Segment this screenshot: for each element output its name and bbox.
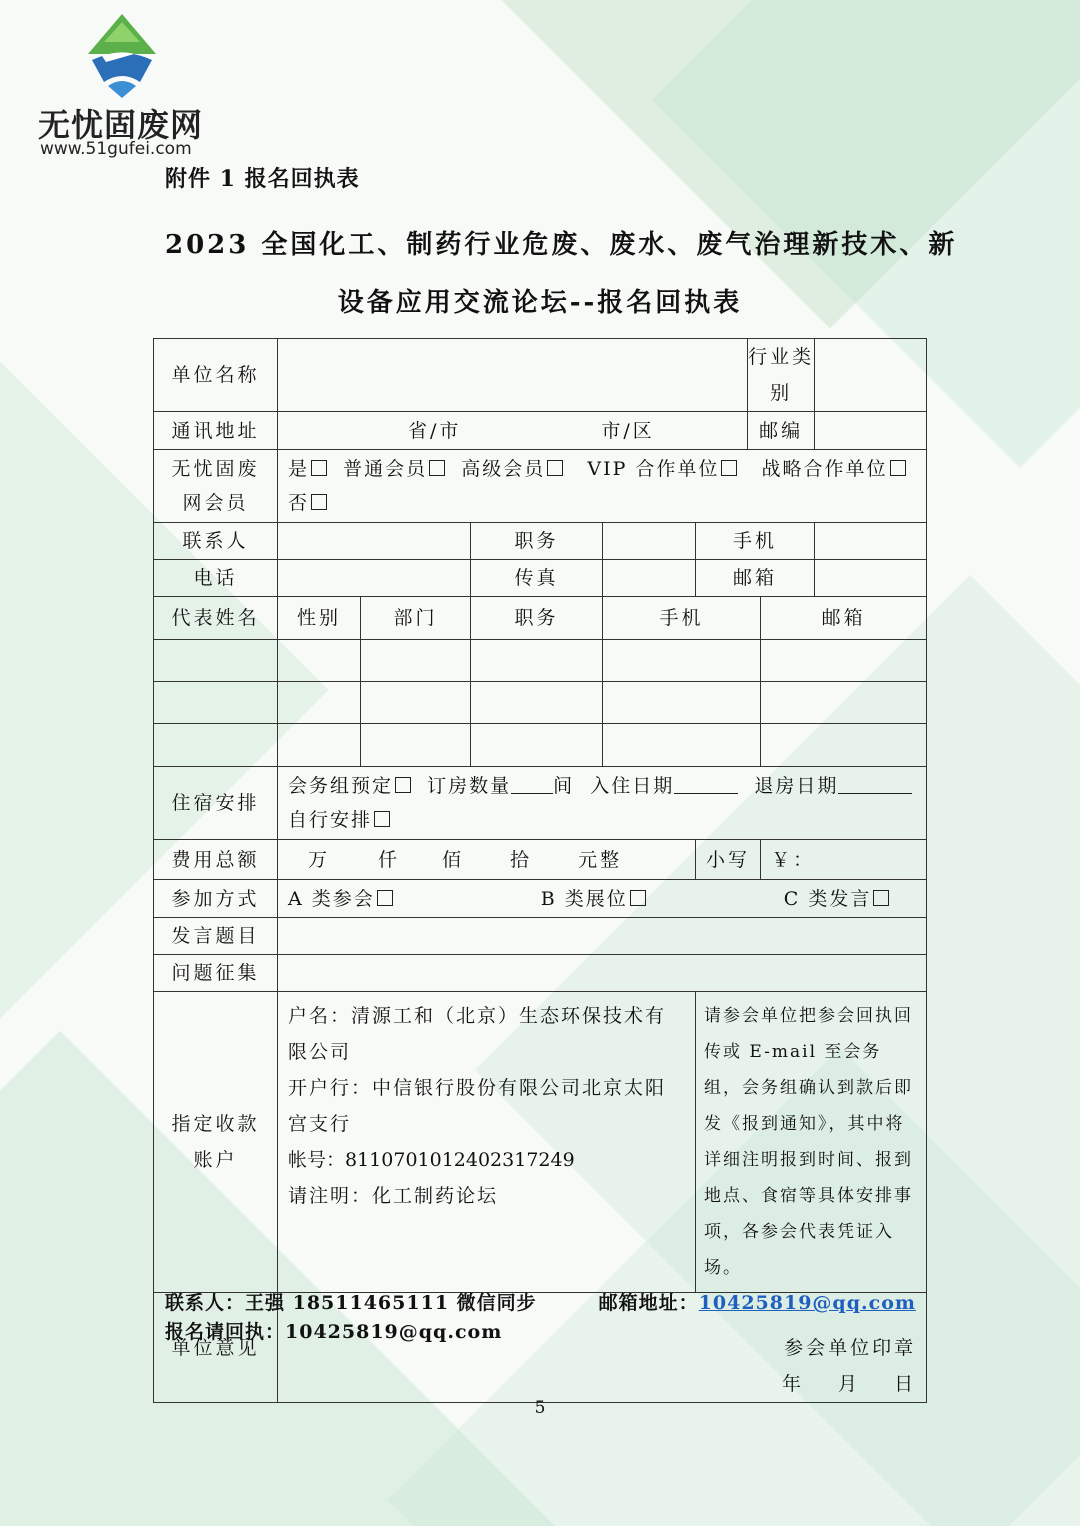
fee-small-field[interactable]: [761, 840, 927, 880]
rep-email-field[interactable]: [761, 682, 927, 724]
acct-name-line2: 限公司: [288, 1041, 352, 1063]
rep-row: [154, 724, 927, 767]
footer-contact: [165, 1288, 916, 1315]
member-senior-option[interactable]: [461, 458, 563, 480]
accommodation-label: 住宿安排: [154, 767, 278, 840]
part-a-checkbox[interactable]: [377, 890, 393, 906]
acct-bank-line1: 开户行：中信银行股份有限公司北京太阳: [288, 1077, 667, 1099]
rep-name-header: 代表姓名: [154, 597, 278, 640]
rep-position-field[interactable]: [471, 682, 603, 724]
row-membership: [154, 450, 927, 523]
part-b-label: B 类展位: [540, 887, 628, 910]
member-options: [278, 450, 927, 523]
fee-total-label: 费用总额: [154, 840, 278, 880]
fax-field[interactable]: [603, 560, 696, 597]
rep-name-field[interactable]: [154, 682, 278, 724]
logo-url-text: www.51gufei.com: [40, 139, 192, 159]
row-accommodation: [154, 767, 927, 840]
contact-field[interactable]: [278, 523, 471, 560]
fee-amount-field[interactable]: [278, 840, 696, 880]
attachment-label: 附件 1 报名回执表: [165, 166, 360, 192]
page-title-line1: 2023 全国化工、制药行业危废、废水、废气治理新技术、新: [165, 230, 958, 260]
acc-group-label: 会务组预定: [288, 775, 394, 797]
row-fee: [154, 840, 927, 880]
row-address: [154, 412, 927, 450]
industry-field[interactable]: [815, 339, 927, 412]
email-field[interactable]: [815, 560, 927, 597]
fax-label: 传真: [471, 560, 603, 597]
part-c-checkbox[interactable]: [873, 890, 889, 906]
row-rep-header: [154, 597, 927, 640]
fee-qian-label: 仟: [378, 848, 401, 871]
fee-shi-label: 拾: [510, 848, 533, 871]
member-no-label: 否: [288, 492, 310, 514]
acc-checkout-label: 退房日期: [754, 775, 839, 797]
rep-gender-field[interactable]: [278, 682, 361, 724]
member-vip-label: VIP 合作单位: [587, 458, 720, 480]
rep-email-field[interactable]: [761, 724, 927, 767]
rep-position-field[interactable]: [471, 724, 603, 767]
row-speech-topic: [154, 918, 927, 955]
seal-label: 参会单位印章: [784, 1337, 917, 1359]
email-label: 邮箱: [696, 560, 815, 597]
address-label: 通讯地址: [154, 412, 278, 450]
rep-department-field[interactable]: [361, 640, 471, 682]
postcode-field[interactable]: [815, 412, 927, 450]
acc-checkin-input[interactable]: [674, 773, 738, 794]
questions-label: 问题征集: [154, 955, 278, 992]
acct-remark: 请注明：化工制药论坛: [288, 1185, 499, 1207]
rep-mobile-header: 手机: [603, 597, 761, 640]
member-yes-checkbox[interactable]: [311, 460, 327, 476]
speech-topic-label: 发言题目: [154, 918, 278, 955]
account-label-line1: 指定收款: [171, 1113, 260, 1135]
acc-rooms-label: 订房数量: [427, 775, 512, 797]
footer-contact-text: 联系人：王强 18511465111 微信同步: [165, 1292, 537, 1314]
acc-rooms-input[interactable]: [511, 773, 553, 794]
participation-options: [278, 880, 927, 918]
member-no-checkbox[interactable]: [311, 494, 327, 510]
row-unit-name: [154, 339, 927, 412]
acct-number: 帐号：8110701012402317249: [288, 1149, 575, 1171]
rep-department-field[interactable]: [361, 682, 471, 724]
member-senior-checkbox[interactable]: [547, 460, 563, 476]
contact-position-field[interactable]: [603, 523, 696, 560]
date-year-label: 年: [782, 1373, 805, 1395]
contact-label: 联系人: [154, 523, 278, 560]
rep-email-field[interactable]: [761, 640, 927, 682]
acc-group-option[interactable]: [288, 775, 411, 797]
member-vip-checkbox[interactable]: [721, 460, 737, 476]
rep-email-header: 邮箱: [761, 597, 927, 640]
phone-label: 电话: [154, 560, 278, 597]
part-c-option[interactable]: [784, 888, 890, 910]
member-label-line1: 无忧固废: [171, 458, 260, 480]
rep-gender-header: 性别: [278, 597, 361, 640]
acc-group-checkbox[interactable]: [395, 777, 411, 793]
footer-email-label: 邮箱地址：: [598, 1292, 699, 1314]
rep-position-header: 职务: [471, 597, 603, 640]
acc-checkin-label: 入住日期: [590, 775, 675, 797]
city-district-label: 市/区: [601, 419, 655, 442]
rep-mobile-field[interactable]: [603, 640, 761, 682]
row-contact: [154, 523, 927, 560]
account-details: [278, 992, 696, 1293]
fee-bai-label: 佰: [442, 848, 465, 871]
member-no-option[interactable]: [288, 492, 327, 514]
rep-department-field[interactable]: [361, 724, 471, 767]
fee-yuan-label: 元整: [578, 848, 623, 871]
part-b-option[interactable]: [541, 888, 646, 910]
row-phone: [154, 560, 927, 597]
unit-opinion-label: 单位意见: [154, 1293, 278, 1403]
member-senior-label: 高级会员: [461, 458, 546, 480]
member-yes-label: 是: [288, 458, 310, 480]
acc-self-option[interactable]: [288, 809, 390, 831]
member-normal-checkbox[interactable]: [429, 460, 445, 476]
date-line: [288, 1366, 916, 1402]
logo-mark-icon: [82, 10, 162, 100]
logo-brand-text: 无忧固废网: [38, 106, 204, 144]
phone-field[interactable]: [278, 560, 471, 597]
address-field[interactable]: [278, 412, 748, 450]
member-strategic-option[interactable]: [762, 458, 906, 480]
acc-room-unit: 间: [553, 775, 575, 797]
date-day-label: 日: [894, 1373, 917, 1395]
page-title-line2: 设备应用交流论坛--报名回执表: [337, 288, 743, 318]
acc-self-label: 自行安排: [288, 809, 373, 831]
rep-row: [154, 640, 927, 682]
rep-position-field[interactable]: [471, 640, 603, 682]
member-vip-option[interactable]: [587, 458, 737, 480]
contact-mobile-label: 手机: [696, 523, 815, 560]
rep-gender-field[interactable]: [278, 724, 361, 767]
unit-name-label: 单位名称: [154, 339, 278, 412]
part-a-label: A 类参会: [288, 887, 375, 910]
member-strategic-label: 战略合作单位: [761, 458, 888, 480]
account-label: [154, 992, 278, 1293]
rep-mobile-field[interactable]: [603, 682, 761, 724]
questions-field[interactable]: [278, 955, 927, 992]
member-normal-option[interactable]: [343, 458, 445, 480]
footer-reply: 报名请回执：10425819@qq.com: [165, 1321, 503, 1343]
acc-checkout-input[interactable]: [838, 773, 912, 794]
member-label: [154, 450, 278, 523]
speech-topic-field[interactable]: [278, 918, 927, 955]
row-participation: [154, 880, 927, 918]
footer-email-link[interactable]: 10425819@qq.com: [698, 1292, 916, 1314]
accommodation-options: [278, 767, 927, 840]
contact-position-label: 职务: [471, 523, 603, 560]
rep-gender-field[interactable]: [278, 640, 361, 682]
site-logo: [38, 8, 213, 158]
fee-yen-sign: ￥：: [771, 848, 816, 871]
acc-self-checkbox[interactable]: [374, 811, 390, 827]
unit-name-field[interactable]: [278, 339, 748, 412]
member-label-line2: 网会员: [182, 492, 249, 514]
province-city-label: 省/市: [408, 419, 462, 442]
notice-text: 请参会单位把参会回执回传或 E-mail 至会务组，会务组确认到款后即发《报到通知》，其中将详细注明报到时间、报到地点、食宿等具体安排事项，各参会代表凭证入场。: [696, 992, 927, 1293]
member-strategic-checkbox[interactable]: [890, 460, 906, 476]
acct-name-line1: 户名：清源工和（北京）生态环保技术有: [288, 1005, 667, 1027]
fee-wan-label: 万: [308, 848, 331, 871]
industry-label: 行业类别: [748, 339, 815, 412]
page-number: 5: [534, 1398, 546, 1418]
acct-bank-line2: 宫支行: [288, 1113, 352, 1135]
part-c-label: C 类发言: [783, 887, 872, 910]
part-b-checkbox[interactable]: [630, 890, 646, 906]
rep-mobile-field[interactable]: [603, 724, 761, 767]
member-normal-label: 普通会员: [343, 458, 428, 480]
row-account: [154, 992, 927, 1293]
registration-form-table: [153, 338, 927, 1403]
rep-name-field[interactable]: [154, 724, 278, 767]
rep-name-field[interactable]: [154, 640, 278, 682]
member-yes-option[interactable]: [288, 458, 327, 480]
account-label-line2: 账户: [193, 1149, 238, 1171]
rep-row: [154, 682, 927, 724]
fee-small-label: 小写: [696, 840, 761, 880]
rep-department-header: 部门: [361, 597, 471, 640]
postcode-label: 邮编: [748, 412, 815, 450]
date-month-label: 月: [838, 1373, 861, 1395]
row-questions: [154, 955, 927, 992]
part-a-option[interactable]: [288, 888, 393, 910]
participation-label: 参加方式: [154, 880, 278, 918]
contact-mobile-field[interactable]: [815, 523, 927, 560]
